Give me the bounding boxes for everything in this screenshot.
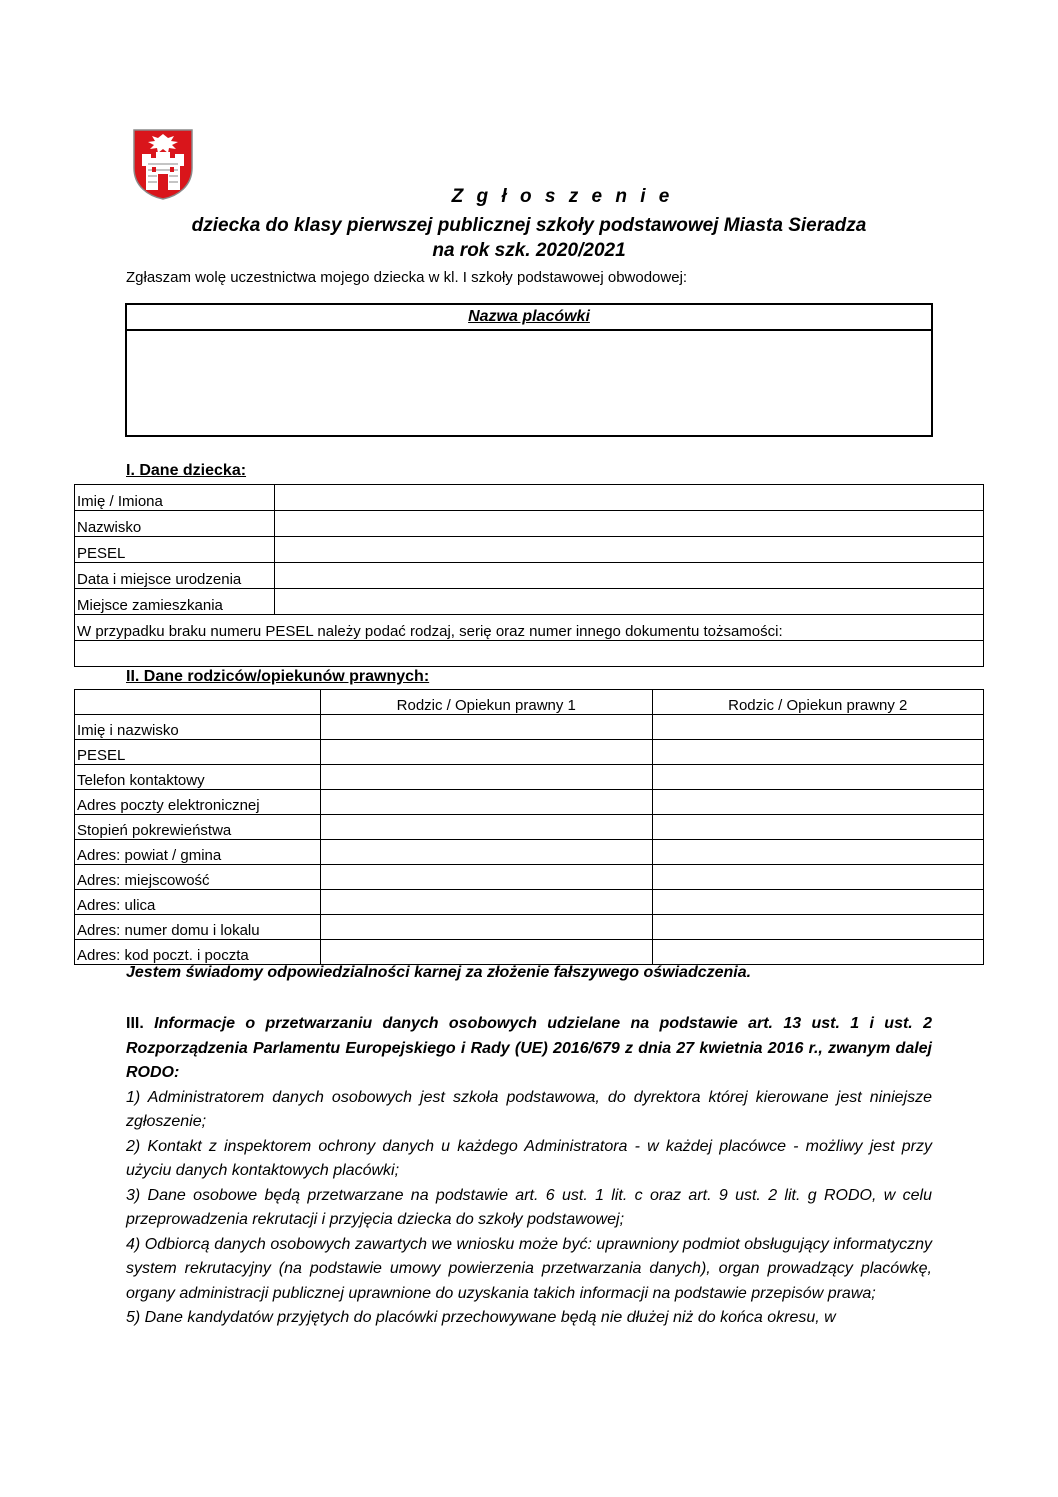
gdpr-title: Informacje o przetwarzaniu danych osobowych udzielane na podstawie art. 13 ust. 1 i ust. 2 Rozporządzenia Parlamentu Europejskiego i Rady (UE) 2016/679 z dnia 27 kwietnia 2016 r., zwanym dalej RODO: bbox=[126, 1015, 932, 1081]
field-label: Imię / Imiona bbox=[75, 485, 275, 511]
table-row bbox=[75, 890, 984, 915]
field-input[interactable] bbox=[275, 537, 984, 563]
field-label: Adres: numer domu i lokalu bbox=[75, 915, 321, 940]
field-input-parent-2[interactable] bbox=[652, 815, 983, 840]
field-input[interactable] bbox=[275, 589, 984, 615]
field-input[interactable] bbox=[275, 485, 984, 511]
field-input-parent-1[interactable] bbox=[321, 840, 652, 865]
gdpr-item: 5) Dane kandydatów przyjętych do placówki przechowywane będą nie dłużej niż do końca okresu, w bbox=[126, 1309, 836, 1326]
section-number: III. bbox=[126, 1015, 155, 1032]
field-label: Nazwisko bbox=[75, 511, 275, 537]
liability-declaration: Jestem świadomy odpowiedzialności karnej za złożenie fałszywego oświadczenia. bbox=[126, 964, 752, 981]
field-input-parent-1[interactable] bbox=[321, 890, 652, 915]
field-input-parent-1[interactable] bbox=[321, 790, 652, 815]
field-input-parent-2[interactable] bbox=[652, 790, 983, 815]
table-row bbox=[75, 537, 984, 563]
gdpr-information bbox=[126, 1012, 932, 1331]
parents-data-table bbox=[74, 689, 984, 965]
gdpr-item: 2) Kontakt z inspektorem ochrony danych u każdego Administratora - w każdej placówce - możliwy jest przy użyciu danych kontaktowych placówki; bbox=[126, 1137, 932, 1179]
table-row bbox=[75, 865, 984, 890]
field-label: Miejsce zamieszkania bbox=[75, 589, 275, 615]
table-row bbox=[75, 765, 984, 790]
institution-name-header: Nazwa placówki bbox=[127, 305, 931, 331]
gdpr-item: 4) Odbiorcą danych osobowych zawartych we wniosku może być: uprawniony podmiot obsługujący informatyczny system rekrutacyjny (na podstawie umowy powierzenia przetwarzania danych), organ prowadzący placówkę, organy administracji publicznej uprawnione do uzyskania takich informacji na podstawie przepisów prawa; bbox=[126, 1235, 932, 1302]
field-input-parent-2[interactable] bbox=[652, 715, 983, 740]
table-row bbox=[75, 740, 984, 765]
field-input-parent-1[interactable] bbox=[321, 915, 652, 940]
field-label: Stopień pokrewieństwa bbox=[75, 815, 321, 840]
document-subtitle: dziecka do klasy pierwszej publicznej szkoły podstawowej Miasta Sieradza bbox=[191, 215, 867, 236]
field-input-parent-2[interactable] bbox=[652, 915, 983, 940]
field-label: Adres: powiat / gmina bbox=[75, 840, 321, 865]
intro-statement: Zgłaszam wolę uczestnictwa mojego dziecka w kl. I szkoły podstawowej obwodowej: bbox=[126, 269, 688, 286]
field-label: Imię i nazwisko bbox=[75, 715, 321, 740]
table-row bbox=[75, 589, 984, 615]
table-row bbox=[75, 815, 984, 840]
field-input-parent-2[interactable] bbox=[652, 740, 983, 765]
field-input-parent-2[interactable] bbox=[652, 865, 983, 890]
field-input-parent-1[interactable] bbox=[321, 765, 652, 790]
section-child-data-title: I. Dane dziecka: bbox=[126, 462, 247, 479]
table-row bbox=[75, 641, 984, 667]
table-row bbox=[75, 940, 984, 965]
table-row bbox=[75, 615, 984, 641]
gdpr-item: 1) Administratorem danych osobowych jest szkoła podstawowa, do dyrektora której kierowane jest niniejsze zgłoszenie; bbox=[126, 1088, 932, 1130]
institution-name-box[interactable] bbox=[125, 303, 933, 437]
table-header-row bbox=[75, 690, 984, 715]
field-input-parent-2[interactable] bbox=[652, 765, 983, 790]
field-label: Adres: ulica bbox=[75, 890, 321, 915]
field-input[interactable] bbox=[275, 511, 984, 537]
gdpr-heading bbox=[126, 1012, 932, 1086]
field-input-parent-1[interactable] bbox=[321, 815, 652, 840]
field-input-parent-1[interactable] bbox=[321, 740, 652, 765]
table-row bbox=[75, 715, 984, 740]
field-label: Adres: miejscowość bbox=[75, 865, 321, 890]
field-input-parent-2[interactable] bbox=[652, 940, 983, 965]
field-input-parent-1[interactable] bbox=[321, 865, 652, 890]
pesel-note: W przypadku braku numeru PESEL należy podać rodzaj, serię oraz numer innego dokumentu tożsamości: bbox=[75, 615, 984, 641]
column-header-parent-1: Rodzic / Opiekun prawny 1 bbox=[321, 690, 652, 715]
table-row bbox=[75, 790, 984, 815]
table-row bbox=[75, 563, 984, 589]
document-title: Z g ł o s z e n i e bbox=[451, 186, 674, 207]
table-row bbox=[75, 915, 984, 940]
section-parents-title: II. Dane rodziców/opiekunów prawnych: bbox=[126, 668, 430, 685]
field-label: Adres: kod poczt. i poczta bbox=[75, 940, 321, 965]
alt-document-input[interactable] bbox=[75, 641, 984, 667]
column-header-parent-2: Rodzic / Opiekun prawny 2 bbox=[652, 690, 983, 715]
field-label: PESEL bbox=[75, 537, 275, 563]
field-input[interactable] bbox=[275, 563, 984, 589]
school-year: na rok szk. 2020/2021 bbox=[432, 240, 626, 261]
table-row bbox=[75, 485, 984, 511]
field-label: PESEL bbox=[75, 740, 321, 765]
table-row bbox=[75, 511, 984, 537]
field-input-parent-1[interactable] bbox=[321, 940, 652, 965]
child-data-table bbox=[74, 484, 984, 667]
empty-header-cell bbox=[75, 690, 321, 715]
gdpr-item: 3) Dane osobowe będą przetwarzane na podstawie art. 6 ust. 1 lit. c oraz art. 9 ust. 2 lit. g RODO, w celu przeprowadzenia rekrutacji i przyjęcia dziecka do szkoły podstawowej; bbox=[126, 1186, 932, 1228]
field-input-parent-1[interactable] bbox=[321, 715, 652, 740]
field-label: Data i miejsce urodzenia bbox=[75, 563, 275, 589]
field-input-parent-2[interactable] bbox=[652, 840, 983, 865]
field-label: Adres poczty elektronicznej bbox=[75, 790, 321, 815]
field-label: Telefon kontaktowy bbox=[75, 765, 321, 790]
table-row bbox=[75, 840, 984, 865]
field-input-parent-2[interactable] bbox=[652, 890, 983, 915]
